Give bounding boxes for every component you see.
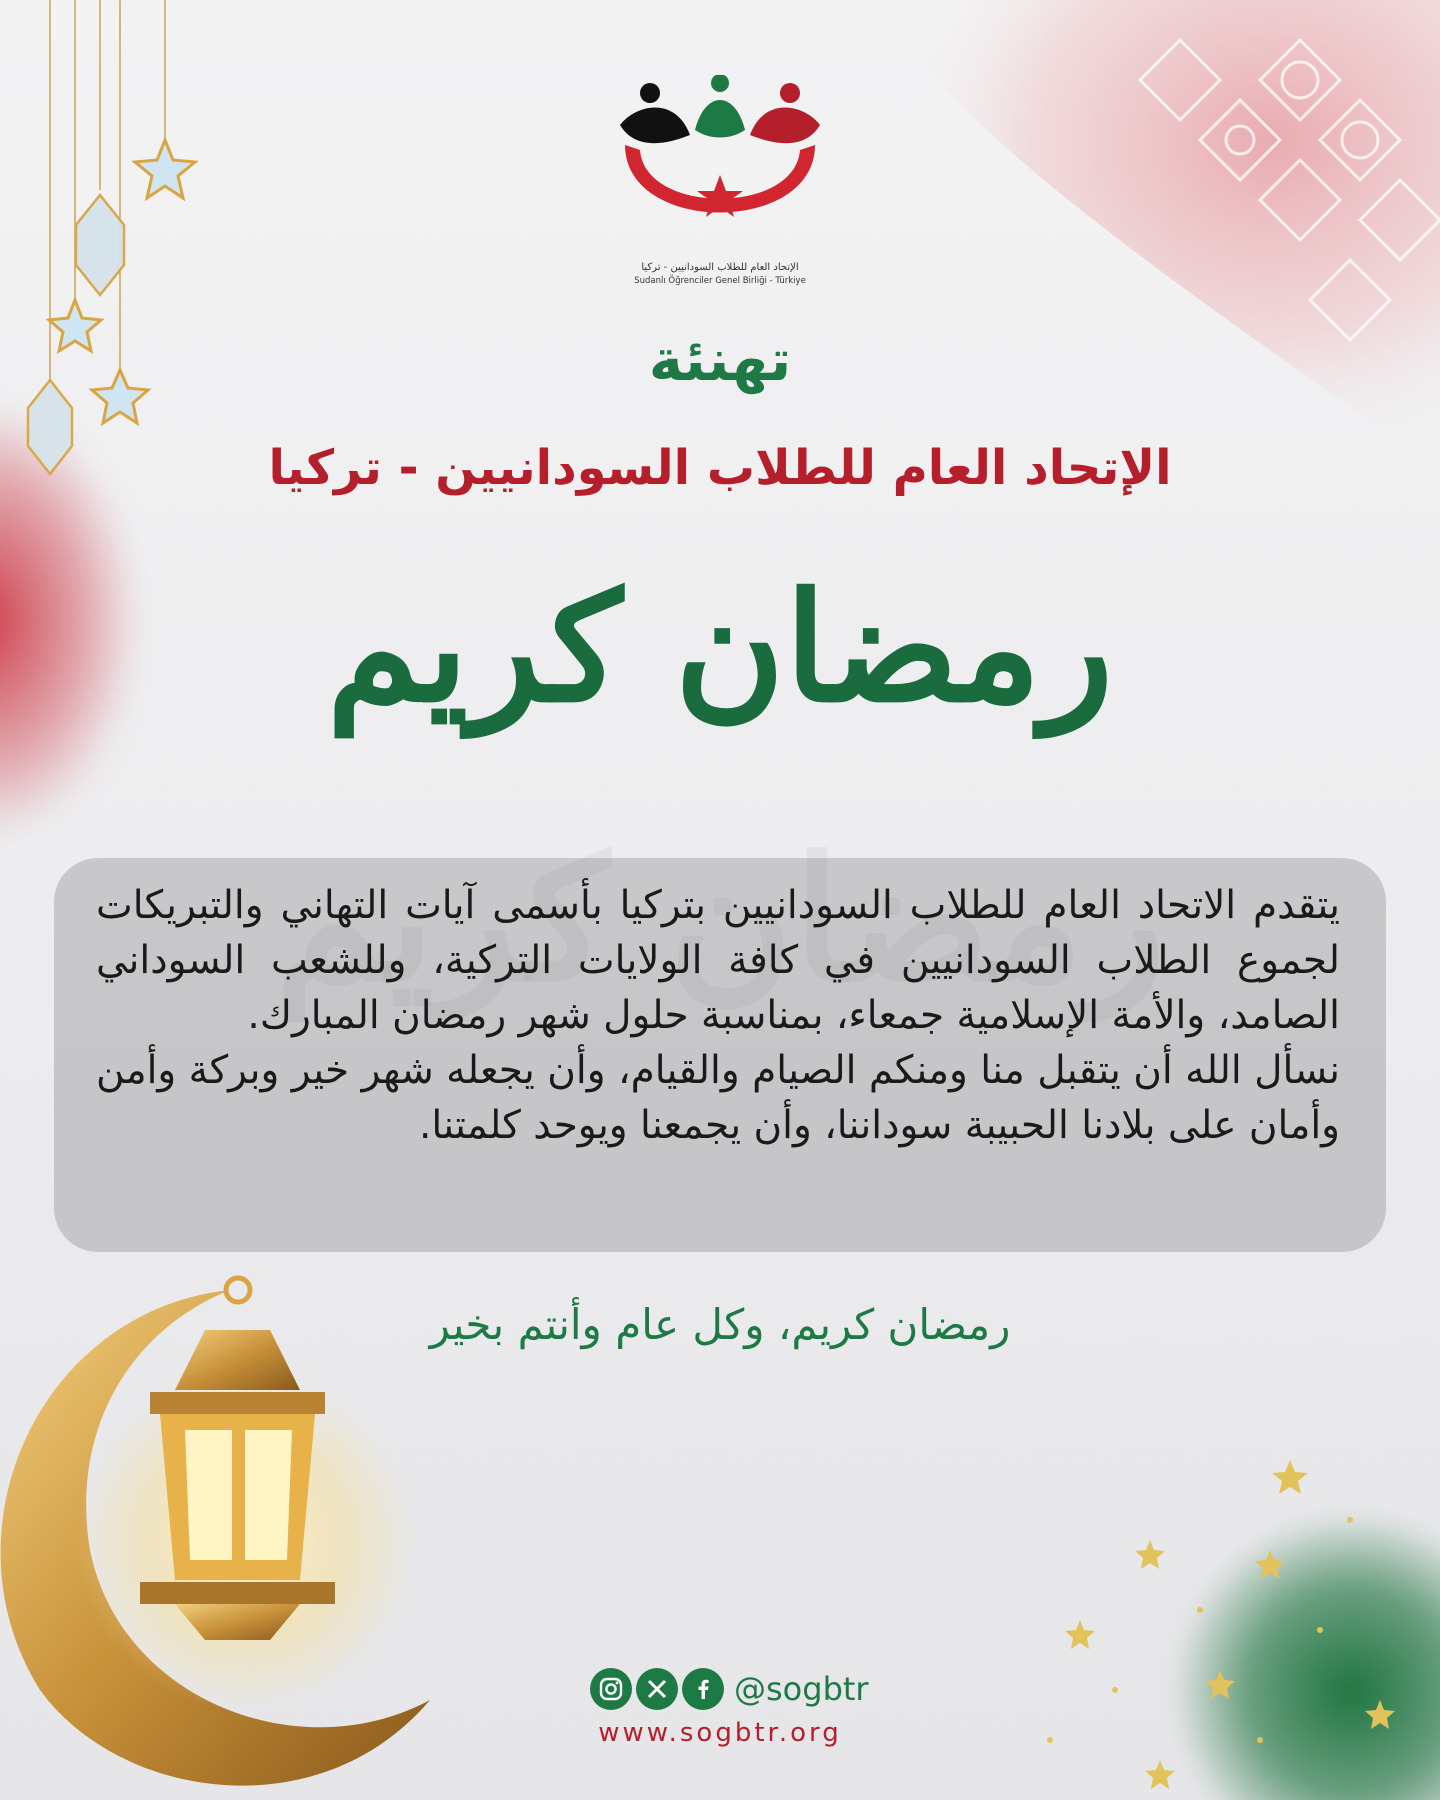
organization-title: الإتحاد العام للطلاب السودانيين - تركيا: [268, 440, 1172, 496]
ramadan-kareem-calligraphy: رمضان كريم: [326, 560, 1114, 736]
message-paragraph-1: يتقدم الاتحاد العام للطلاب السودانيين بتركيا بأسمى آيات التهاني والتبريكات لجموع الطلاب السودانيين في كافة الولايات التركية، وللشعب السوداني الصامد، والأمة الإسلامية جمعاء، بمناسبة حلول شهر رمضان المبارك.: [96, 883, 1340, 1038]
message-text: [96, 878, 1340, 1153]
logo-caption-arabic: الإتحاد العام للطلاب السودانيين - تركيا: [641, 262, 799, 273]
closing-wish: رمضان كريم، وكل عام وأنتم بخير: [429, 1300, 1011, 1349]
website-link[interactable]: www.sogbtr.org: [598, 1718, 842, 1748]
greeting-title: تهنئة: [648, 326, 792, 394]
logo-caption-turkish: Sudanlı Öğrenciler Genel Birliği - Türkiye: [634, 276, 806, 286]
message-paragraph-2: نسأل الله أن يتقبل منا ومنكم الصيام والقيام، وأن يجعله شهر خير وبركة وأمن وأمان على بلادنا الحبيبة سوداننا، وأن يجمعنا ويوحد كلمتنا.: [96, 1048, 1340, 1148]
hanging-lanterns-decoration: [20, 0, 210, 500]
x-icon[interactable]: [636, 1668, 678, 1710]
social-handle[interactable]: @sogbtr: [734, 1670, 869, 1708]
instagram-icon[interactable]: [590, 1668, 632, 1710]
geometric-pattern-decoration: [880, 0, 1440, 470]
social-links: [590, 1666, 869, 1712]
union-logo: [615, 75, 825, 290]
facebook-icon[interactable]: [682, 1668, 724, 1710]
